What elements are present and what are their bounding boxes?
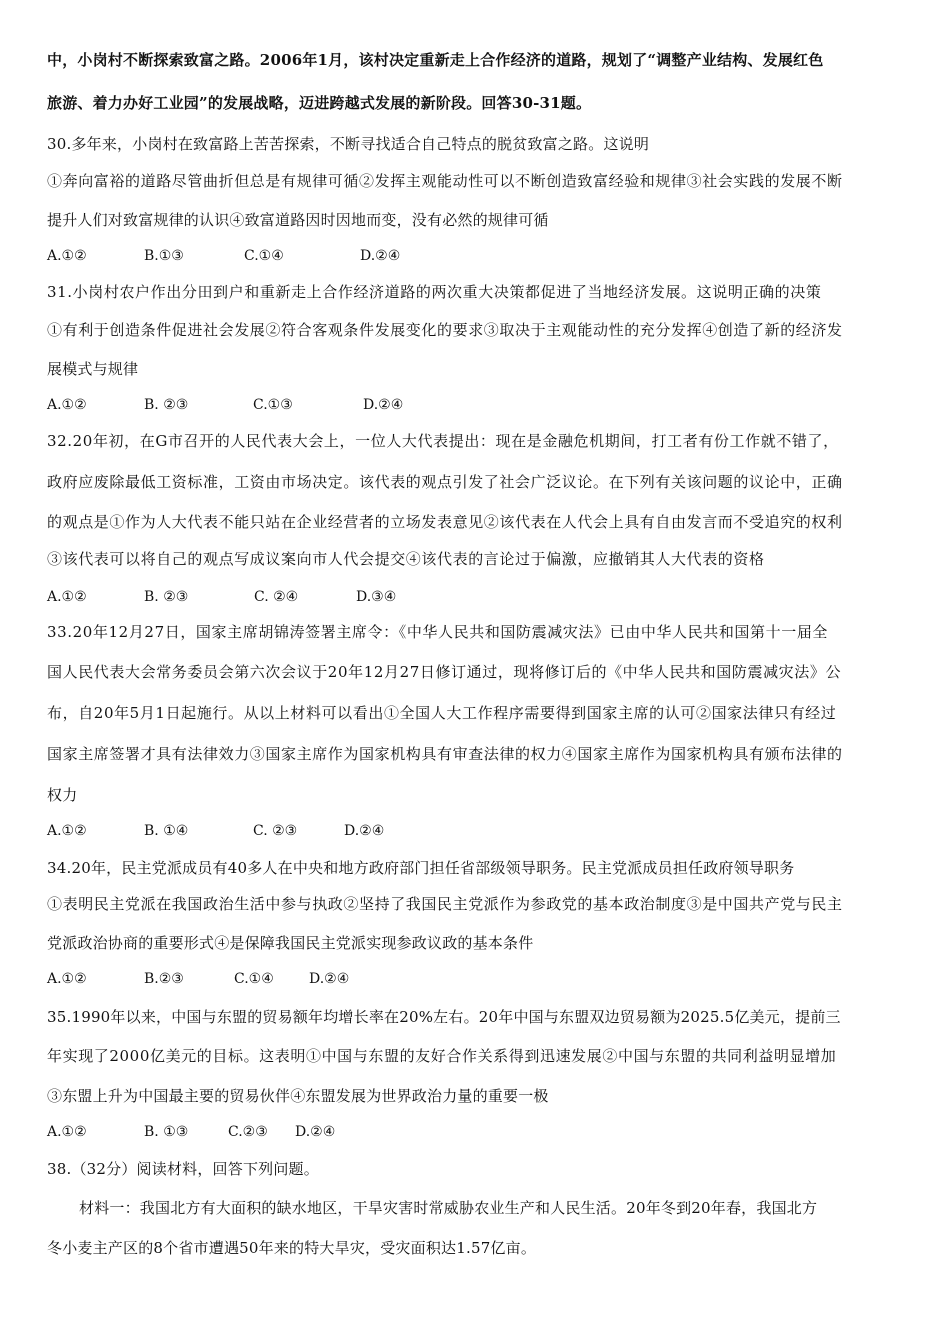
option-a: A.①②: [47, 589, 87, 605]
question-30-options: [47, 246, 400, 266]
question-31-options: [47, 395, 403, 415]
option-d: D.②④: [360, 248, 401, 264]
option-b: B. ①④: [144, 823, 189, 839]
option-d: D.②④: [363, 397, 404, 413]
question-33-options: [47, 821, 384, 841]
option-d: D.②④: [344, 823, 385, 839]
question-32-statements: 的观点是①作为人大代表不能只站在企业经营者的立场发表意见②该代表在人代会上具有自由发言而不受追究的权利: [47, 513, 843, 531]
question-32-statements: ③该代表可以将自己的观点写成议案向市人代会提交④该代表的言论过于偏激，应撤销其人大代表的资格: [47, 550, 765, 568]
question-32-options: [47, 587, 396, 607]
question-33-stem: 国人民代表大会常务委员会第六次会议于20年12月27日修订通过，现将修订后的《中华人民共和国防震减灾法》公: [47, 663, 842, 681]
option-b: B. ①③: [144, 1124, 189, 1140]
question-38-heading: 38.（32分）阅读材料，回答下列问题。: [47, 1160, 319, 1178]
question-32-stem: 32.20年初，在G市召开的人民代表大会上，一位人大代表提出：现在是金融危机期间，打工者有份工作就不错了，: [47, 432, 839, 450]
question-34-options: [47, 969, 349, 989]
question-34-statements: ①表明民主党派在我国政治生活中参与执政②坚持了我国民主党派作为参政党的基本政治制度③是中国共产党与民主: [47, 895, 843, 913]
option-c: C. ②③: [253, 823, 298, 839]
question-33-statements: 布，自20年5月1日起施行。从以上材料可以看出①全国人大工作程序需要得到国家主席的认可②国家法律只有经过: [47, 704, 837, 722]
option-c: C. ②④: [254, 589, 299, 605]
material-one-text: 冬小麦主产区的8个省市遭遇50年来的特大旱灾，受灾面积达1.57亿亩。: [47, 1239, 537, 1257]
question-33-statements: 国家主席签署才具有法律效力③国家主席作为国家机构具有审查法律的权力④国家主席作为国家机构具有颁布法律的: [47, 745, 843, 763]
option-d: D.③④: [356, 589, 397, 605]
question-30-statements: 提升人们对致富规律的认识④致富道路因时因地而变，没有必然的规律可循: [47, 211, 549, 229]
passage-line: 旅游、着力办好工业园”的发展战略，迈进跨越式发展的新阶段。回答30-31题。: [47, 94, 592, 112]
option-c: C.①③: [253, 397, 293, 413]
question-34-statements: 党派政治协商的重要形式④是保障我国民主党派实现参政议政的基本条件: [47, 934, 534, 952]
question-35-options: [47, 1122, 335, 1142]
option-c: C.①④: [244, 248, 284, 264]
option-a: A.①②: [47, 248, 87, 264]
question-31-stem: 31.小岗村农户作出分田到户和重新走上合作经济道路的两次重大决策都促进了当地经济发展。这说明正确的决策: [47, 283, 822, 301]
option-a: A.①②: [47, 397, 87, 413]
material-one-text: 材料一：我国北方有大面积的缺水地区，干旱灾害时常威胁农业生产和人民生活。20年冬到20年春，我国北方: [79, 1199, 818, 1217]
question-30-stem: 30.多年来，小岗村在致富路上苦苦探索，不断寻找适合自己特点的脱贫致富之路。这说明: [47, 135, 650, 153]
option-b: B.①③: [144, 248, 184, 264]
question-35-stem: 年实现了2000亿美元的目标。这表明①中国与东盟的友好合作关系得到迅速发展②中国与东盟的共同利益明显增加: [47, 1047, 837, 1065]
option-c: C.②③: [228, 1124, 268, 1140]
option-a: A.①②: [47, 971, 87, 987]
option-b: B. ②③: [144, 589, 189, 605]
question-32-stem: 政府应废除最低工资标准，工资由市场决定。该代表的观点引发了社会广泛议论。在下列有关该问题的议论中，正确: [47, 473, 843, 491]
question-30-statements: ①奔向富裕的道路尽管曲折但总是有规律可循②发挥主观能动性可以不断创造致富经验和规律③社会实践的发展不断: [47, 172, 843, 190]
question-35-statements: ③东盟上升为中国最主要的贸易伙伴④东盟发展为世界政治力量的重要一极: [47, 1087, 549, 1105]
question-33-stem: 33.20年12月27日，国家主席胡锦涛签署主席令：《中华人民共和国防震减灾法》已由中华人民共和国第十一届全: [47, 623, 829, 641]
question-33-statements: 权力: [47, 786, 78, 804]
option-d: D.②④: [295, 1124, 336, 1140]
passage-line: 中，小岗村不断探索致富之路。2006年1月，该村决定重新走上合作经济的道路，规划了“调整产业结构、发展红色: [47, 51, 824, 69]
option-b: B. ②③: [144, 397, 189, 413]
option-b: B.②③: [144, 971, 184, 987]
option-c: C.①④: [234, 971, 274, 987]
option-a: A.①②: [47, 823, 87, 839]
option-a: A.①②: [47, 1124, 87, 1140]
question-31-statements: ①有利于创造条件促进社会发展②符合客观条件发展变化的要求③取决于主观能动性的充分发挥④创造了新的经济发: [47, 321, 843, 339]
question-31-statements: 展模式与规律: [47, 360, 139, 378]
question-34-stem: 34.20年，民主党派成员有40多人在中央和地方政府部门担任省部级领导职务。民主党派成员担任政府领导职务: [47, 859, 795, 877]
option-d: D.②④: [309, 971, 350, 987]
question-35-stem: 35.1990年以来，中国与东盟的贸易额年均增长率在20%左右。20年中国与东盟双边贸易额为2025.5亿美元，提前三: [47, 1008, 841, 1026]
